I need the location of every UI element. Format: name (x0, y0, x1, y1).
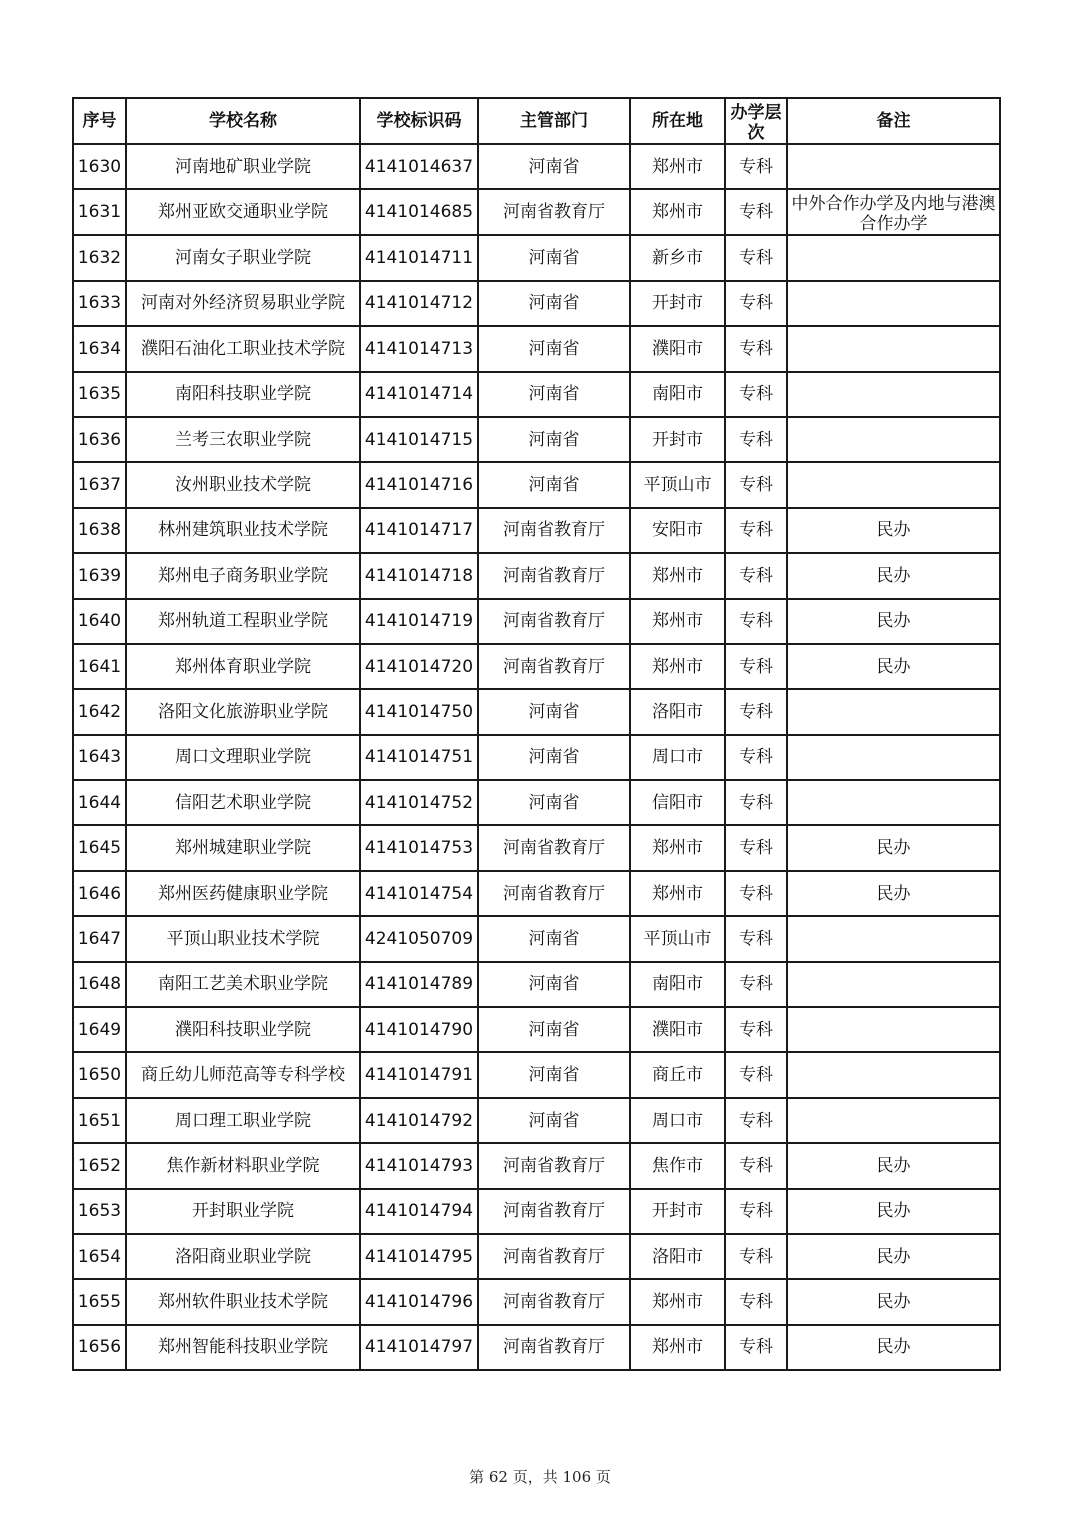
cell-notes (787, 735, 1000, 780)
cell-seq: 1638 (73, 508, 126, 553)
table-row (73, 1098, 1000, 1143)
page-footer: 第 62 页，共 106 页 (469, 1468, 611, 1486)
cell-school-code: 4141014715 (360, 417, 478, 462)
cell-location: 郑州市 (630, 1325, 725, 1370)
cell-location: 信阳市 (630, 780, 725, 825)
cell-location: 南阳市 (630, 962, 725, 1007)
cell-notes: 民办 (787, 825, 1000, 870)
header-notes: 备注 (787, 98, 1000, 144)
cell-seq: 1634 (73, 326, 126, 371)
cell-level: 专科 (725, 326, 787, 371)
cell-department: 河南省 (478, 735, 630, 780)
cell-notes: 民办 (787, 871, 1000, 916)
cell-location: 开封市 (630, 417, 725, 462)
cell-location: 南阳市 (630, 372, 725, 417)
cell-notes (787, 780, 1000, 825)
cell-level: 专科 (725, 871, 787, 916)
cell-seq: 1630 (73, 144, 126, 189)
cell-level: 专科 (725, 508, 787, 553)
cell-department: 河南省教育厅 (478, 644, 630, 689)
table-row (73, 372, 1000, 417)
cell-school-name: 郑州城建职业学院 (126, 825, 360, 870)
schools-table (72, 97, 1001, 1371)
table-row (73, 1143, 1000, 1188)
cell-school-code: 4141014712 (360, 281, 478, 326)
cell-location: 洛阳市 (630, 1234, 725, 1279)
cell-school-code: 4141014685 (360, 189, 478, 235)
table-row (73, 825, 1000, 870)
header-level-text: 办学层次 (730, 103, 782, 143)
cell-level: 专科 (725, 417, 787, 462)
cell-notes (787, 417, 1000, 462)
cell-level: 专科 (725, 144, 787, 189)
cell-location: 开封市 (630, 281, 725, 326)
table-row (73, 916, 1000, 961)
cell-school-name: 郑州轨道工程职业学院 (126, 599, 360, 644)
header-location: 所在地 (630, 98, 725, 144)
cell-seq: 1644 (73, 780, 126, 825)
table-row (73, 644, 1000, 689)
table-row (73, 599, 1000, 644)
cell-seq: 1640 (73, 599, 126, 644)
cell-notes (787, 1098, 1000, 1143)
table-row (73, 1007, 1000, 1052)
cell-school-code: 4141014713 (360, 326, 478, 371)
cell-school-code: 4141014793 (360, 1143, 478, 1188)
cell-school-code: 4141014752 (360, 780, 478, 825)
cell-school-code: 4141014750 (360, 689, 478, 734)
cell-school-name: 郑州亚欧交通职业学院 (126, 189, 360, 235)
cell-school-name: 郑州医药健康职业学院 (126, 871, 360, 916)
cell-level: 专科 (725, 962, 787, 1007)
cell-level: 专科 (725, 1279, 787, 1324)
table-row (73, 871, 1000, 916)
table-row (73, 1279, 1000, 1324)
cell-school-code: 4141014794 (360, 1189, 478, 1234)
cell-seq: 1655 (73, 1279, 126, 1324)
cell-school-name: 郑州电子商务职业学院 (126, 553, 360, 598)
cell-department: 河南省 (478, 417, 630, 462)
header-level (725, 98, 787, 144)
cell-department: 河南省 (478, 916, 630, 961)
cell-school-name: 南阳科技职业学院 (126, 372, 360, 417)
table-row (73, 417, 1000, 462)
cell-location: 平顶山市 (630, 916, 725, 961)
cell-seq: 1654 (73, 1234, 126, 1279)
cell-school-code: 4141014791 (360, 1052, 478, 1097)
cell-school-name: 河南对外经济贸易职业学院 (126, 281, 360, 326)
cell-notes (787, 281, 1000, 326)
cell-level: 专科 (725, 1098, 787, 1143)
cell-school-code: 4141014711 (360, 235, 478, 280)
cell-seq: 1647 (73, 916, 126, 961)
cell-location: 濮阳市 (630, 326, 725, 371)
table-header (73, 98, 1000, 144)
cell-department: 河南省 (478, 1098, 630, 1143)
cell-school-name: 河南地矿职业学院 (126, 144, 360, 189)
cell-level: 专科 (725, 780, 787, 825)
table-row (73, 1234, 1000, 1279)
cell-level: 专科 (725, 553, 787, 598)
cell-school-name: 林州建筑职业技术学院 (126, 508, 360, 553)
cell-department: 河南省教育厅 (478, 599, 630, 644)
cell-school-code: 4141014720 (360, 644, 478, 689)
cell-location: 洛阳市 (630, 689, 725, 734)
cell-seq: 1650 (73, 1052, 126, 1097)
cell-seq: 1651 (73, 1098, 126, 1143)
cell-department: 河南省 (478, 962, 630, 1007)
cell-department: 河南省教育厅 (478, 1189, 630, 1234)
cell-department: 河南省教育厅 (478, 1279, 630, 1324)
cell-level: 专科 (725, 1234, 787, 1279)
cell-school-name: 周口理工职业学院 (126, 1098, 360, 1143)
cell-department: 河南省教育厅 (478, 1325, 630, 1370)
cell-notes: 民办 (787, 644, 1000, 689)
cell-level: 专科 (725, 462, 787, 507)
cell-department: 河南省 (478, 1007, 630, 1052)
cell-seq: 1652 (73, 1143, 126, 1188)
cell-location: 周口市 (630, 1098, 725, 1143)
cell-notes: 民办 (787, 1189, 1000, 1234)
cell-school-code: 4141014792 (360, 1098, 478, 1143)
cell-location: 新乡市 (630, 235, 725, 280)
table-row (73, 326, 1000, 371)
cell-department: 河南省 (478, 326, 630, 371)
cell-location: 郑州市 (630, 644, 725, 689)
table-row (73, 962, 1000, 1007)
cell-seq: 1637 (73, 462, 126, 507)
cell-seq: 1633 (73, 281, 126, 326)
table-row (73, 144, 1000, 189)
cell-school-name: 商丘幼儿师范高等专科学校 (126, 1052, 360, 1097)
table-row (73, 462, 1000, 507)
cell-level: 专科 (725, 1325, 787, 1370)
cell-level: 专科 (725, 689, 787, 734)
cell-notes: 民办 (787, 1143, 1000, 1188)
cell-department: 河南省教育厅 (478, 553, 630, 598)
cell-school-code: 4141014717 (360, 508, 478, 553)
cell-school-code: 4141014796 (360, 1279, 478, 1324)
cell-school-name: 郑州智能科技职业学院 (126, 1325, 360, 1370)
cell-school-code: 4141014795 (360, 1234, 478, 1279)
cell-school-name: 郑州体育职业学院 (126, 644, 360, 689)
table-row (73, 553, 1000, 598)
cell-location: 濮阳市 (630, 1007, 725, 1052)
cell-location: 郑州市 (630, 871, 725, 916)
cell-location: 郑州市 (630, 144, 725, 189)
cell-notes (787, 962, 1000, 1007)
cell-level: 专科 (725, 235, 787, 280)
cell-school-code: 4141014719 (360, 599, 478, 644)
cell-level: 专科 (725, 916, 787, 961)
cell-notes: 民办 (787, 508, 1000, 553)
cell-department: 河南省 (478, 689, 630, 734)
cell-school-name: 河南女子职业学院 (126, 235, 360, 280)
cell-school-name: 洛阳商业职业学院 (126, 1234, 360, 1279)
cell-seq: 1648 (73, 962, 126, 1007)
cell-school-code: 4141014716 (360, 462, 478, 507)
header-seq: 序号 (73, 98, 126, 144)
cell-location: 郑州市 (630, 825, 725, 870)
cell-seq: 1643 (73, 735, 126, 780)
cell-notes: 民办 (787, 1279, 1000, 1324)
cell-level: 专科 (725, 1189, 787, 1234)
cell-school-code: 4141014753 (360, 825, 478, 870)
cell-level: 专科 (725, 735, 787, 780)
cell-location: 焦作市 (630, 1143, 725, 1188)
cell-school-code: 4141014637 (360, 144, 478, 189)
cell-department: 河南省 (478, 1052, 630, 1097)
cell-department: 河南省教育厅 (478, 871, 630, 916)
header-department: 主管部门 (478, 98, 630, 144)
cell-seq: 1635 (73, 372, 126, 417)
cell-school-code: 4141014790 (360, 1007, 478, 1052)
cell-school-code: 4141014797 (360, 1325, 478, 1370)
header-school-code: 学校标识码 (360, 98, 478, 144)
cell-level: 专科 (725, 1143, 787, 1188)
table-row (73, 1052, 1000, 1097)
table-row (73, 735, 1000, 780)
cell-school-name: 平顶山职业技术学院 (126, 916, 360, 961)
cell-level: 专科 (725, 1052, 787, 1097)
cell-seq: 1646 (73, 871, 126, 916)
cell-seq: 1645 (73, 825, 126, 870)
cell-location: 郑州市 (630, 1279, 725, 1324)
cell-location: 周口市 (630, 735, 725, 780)
header-row (73, 98, 1000, 144)
cell-notes: 民办 (787, 1325, 1000, 1370)
table-row (73, 689, 1000, 734)
cell-school-name: 信阳艺术职业学院 (126, 780, 360, 825)
header-school-name: 学校名称 (126, 98, 360, 144)
cell-notes (787, 189, 1000, 235)
cell-location: 商丘市 (630, 1052, 725, 1097)
cell-notes: 民办 (787, 553, 1000, 598)
cell-level: 专科 (725, 281, 787, 326)
cell-seq: 1656 (73, 1325, 126, 1370)
cell-notes (787, 144, 1000, 189)
cell-school-name: 开封职业学院 (126, 1189, 360, 1234)
cell-school-code: 4141014751 (360, 735, 478, 780)
cell-location: 郑州市 (630, 599, 725, 644)
cell-school-code: 4141014789 (360, 962, 478, 1007)
table-row (73, 281, 1000, 326)
cell-notes: 民办 (787, 599, 1000, 644)
table-row (73, 780, 1000, 825)
cell-seq: 1649 (73, 1007, 126, 1052)
cell-notes (787, 235, 1000, 280)
cell-notes: 民办 (787, 1234, 1000, 1279)
cell-level: 专科 (725, 599, 787, 644)
cell-department: 河南省 (478, 462, 630, 507)
cell-school-name: 濮阳石油化工职业技术学院 (126, 326, 360, 371)
cell-seq: 1642 (73, 689, 126, 734)
cell-notes-text: 中外合作办学及内地与港澳合作办学 (791, 194, 996, 235)
cell-school-code: 4141014718 (360, 553, 478, 598)
cell-department: 河南省 (478, 780, 630, 825)
table-row (73, 189, 1000, 235)
cell-seq: 1653 (73, 1189, 126, 1234)
cell-department: 河南省 (478, 235, 630, 280)
cell-school-name: 南阳工艺美术职业学院 (126, 962, 360, 1007)
cell-location: 安阳市 (630, 508, 725, 553)
cell-department: 河南省 (478, 281, 630, 326)
cell-level: 专科 (725, 1007, 787, 1052)
cell-level: 专科 (725, 189, 787, 235)
cell-seq: 1632 (73, 235, 126, 280)
table-row (73, 1325, 1000, 1370)
cell-department: 河南省教育厅 (478, 508, 630, 553)
cell-notes (787, 372, 1000, 417)
table-body (73, 144, 1000, 1370)
table-row (73, 1189, 1000, 1234)
cell-seq: 1641 (73, 644, 126, 689)
cell-notes (787, 1007, 1000, 1052)
cell-school-name: 洛阳文化旅游职业学院 (126, 689, 360, 734)
cell-department: 河南省教育厅 (478, 825, 630, 870)
cell-seq: 1631 (73, 189, 126, 235)
cell-school-code: 4241050709 (360, 916, 478, 961)
table-row (73, 508, 1000, 553)
cell-school-name: 汝州职业技术学院 (126, 462, 360, 507)
cell-location: 郑州市 (630, 553, 725, 598)
cell-department: 河南省教育厅 (478, 189, 630, 235)
cell-school-code: 4141014714 (360, 372, 478, 417)
cell-department: 河南省教育厅 (478, 1143, 630, 1188)
cell-notes (787, 1052, 1000, 1097)
cell-location: 平顶山市 (630, 462, 725, 507)
schools-table-container (72, 97, 999, 1371)
cell-department: 河南省 (478, 372, 630, 417)
cell-notes (787, 916, 1000, 961)
cell-seq: 1636 (73, 417, 126, 462)
cell-school-name: 兰考三农职业学院 (126, 417, 360, 462)
table-row (73, 235, 1000, 280)
cell-notes (787, 462, 1000, 507)
cell-location: 开封市 (630, 1189, 725, 1234)
cell-school-name: 焦作新材料职业学院 (126, 1143, 360, 1188)
cell-school-name: 濮阳科技职业学院 (126, 1007, 360, 1052)
cell-level: 专科 (725, 372, 787, 417)
cell-school-name: 郑州软件职业技术学院 (126, 1279, 360, 1324)
cell-level: 专科 (725, 644, 787, 689)
cell-school-code: 4141014754 (360, 871, 478, 916)
cell-seq: 1639 (73, 553, 126, 598)
cell-school-name: 周口文理职业学院 (126, 735, 360, 780)
cell-notes (787, 326, 1000, 371)
cell-notes (787, 689, 1000, 734)
cell-department: 河南省 (478, 144, 630, 189)
cell-level: 专科 (725, 825, 787, 870)
cell-location: 郑州市 (630, 189, 725, 235)
cell-department: 河南省教育厅 (478, 1234, 630, 1279)
